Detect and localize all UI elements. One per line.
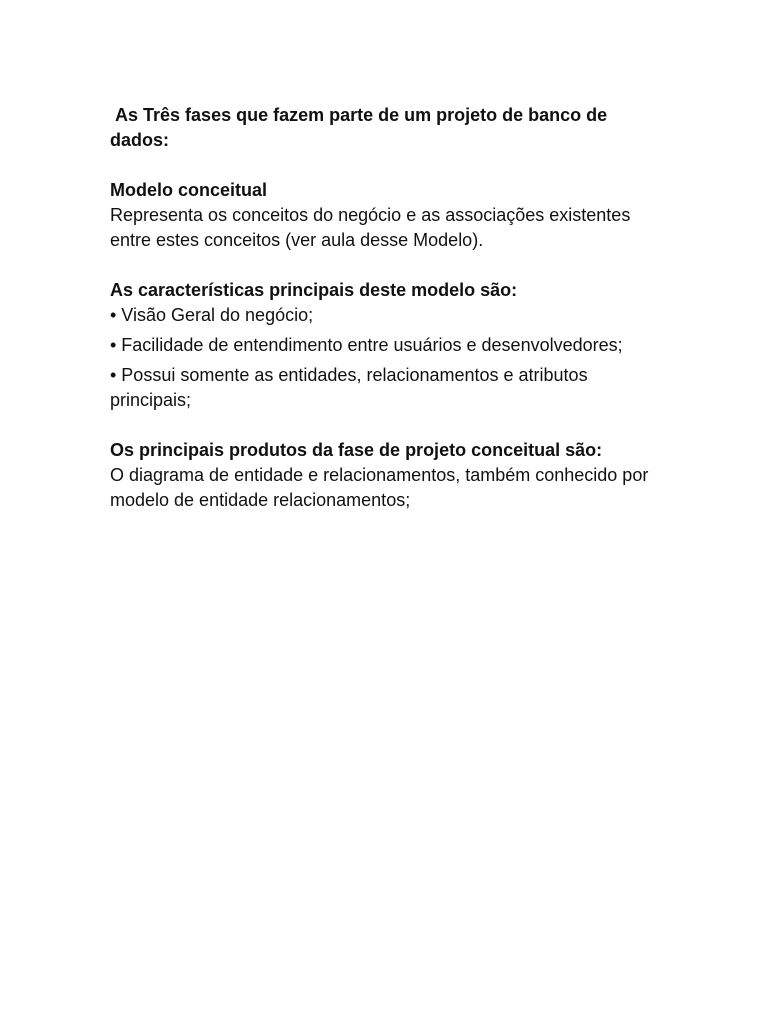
bullet-list	[110, 303, 670, 413]
list-item: • Visão Geral do negócio;	[110, 305, 314, 325]
document-title: As Três fases que fazem parte de um projeto de banco de dados:	[110, 105, 613, 150]
section-heading: Modelo conceitual	[110, 180, 268, 200]
document-page	[110, 103, 670, 538]
list-item: • Possui somente as entidades, relacionamentos e atributos principais;	[110, 365, 588, 410]
section-heading: Os principais produtos da fase de projeto conceitual são:	[110, 440, 603, 460]
list-item: • Facilidade de entendimento entre usuários e desenvolvedores;	[110, 335, 623, 355]
section-heading: As características principais deste modelo são:	[110, 280, 518, 300]
section-produtos	[110, 438, 670, 513]
section-paragraph: Representa os conceitos do negócio e as associações existentes entre estes conceitos (ver aula desse Modelo).	[110, 205, 631, 250]
section-caracteristicas	[110, 278, 670, 413]
section-modelo-conceitual	[110, 178, 670, 253]
section-paragraph: O diagrama de entidade e relacionamentos, também conhecido por modelo de entidade relacionamentos;	[110, 465, 649, 510]
